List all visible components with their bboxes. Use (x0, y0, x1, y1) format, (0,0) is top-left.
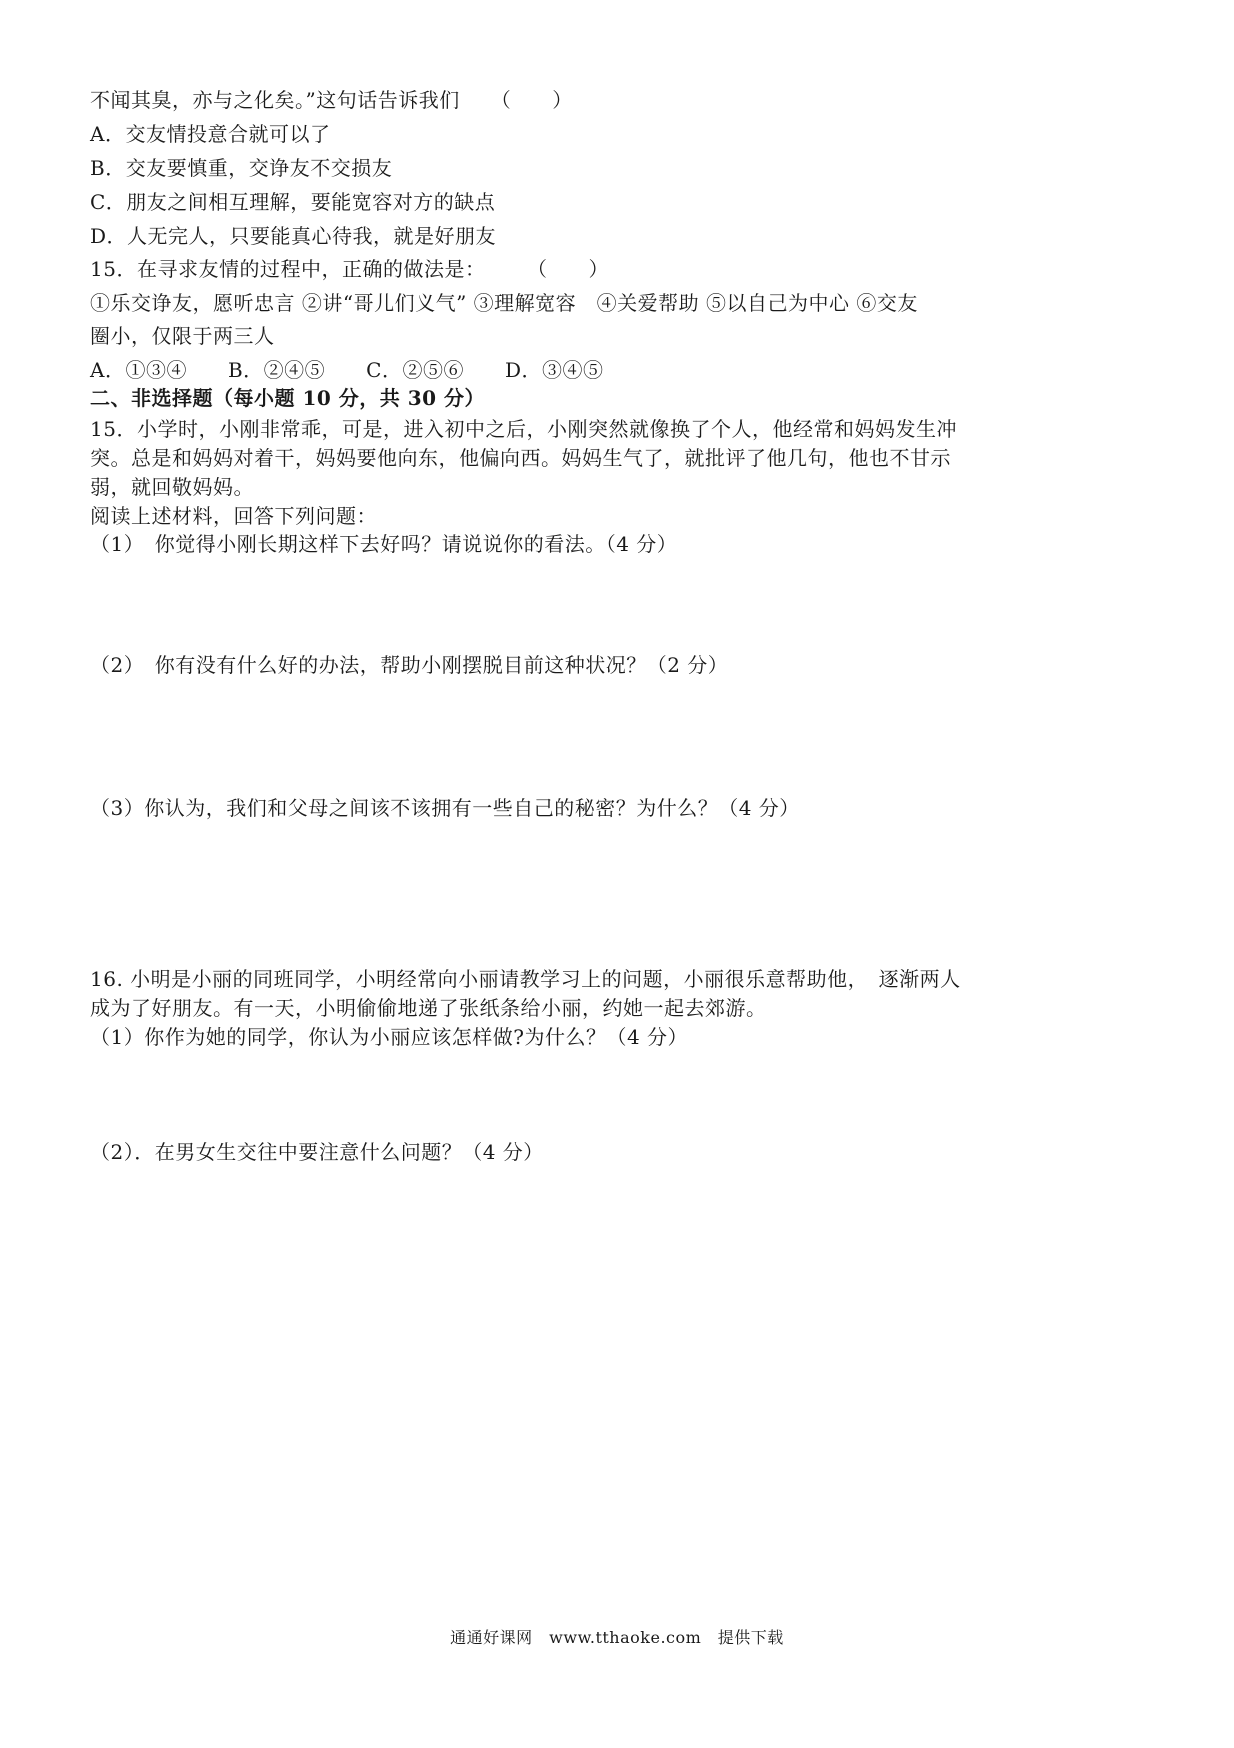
q16-passage-line-1: 16. 小明是小丽的同班同学，小明经常向小丽请教学习上的问题，小丽很乐意帮助他， 逐渐两人 (90, 967, 961, 991)
q14-option-d: D．人无完人，只要能真心待我，就是好朋友 (90, 224, 497, 248)
q16-sub-question-1: （1）你作为她的同学，你认为小丽应该怎样做?为什么？（4 分） (90, 1025, 689, 1049)
q16-passage-line-2: 成为了好朋友。有一天，小明偷偷地递了张纸条给小丽，约她一起去郊游。 (90, 996, 767, 1020)
q15-instruction: 阅读上述材料，回答下列问题： (90, 504, 377, 528)
q14-option-c: C．朋友之间相互理解，要能宽容对方的缺点 (90, 190, 496, 214)
q15-passage-line-1: 15．小学时，小刚非常乖，可是，进入初中之后，小刚突然就像换了个人，他经常和妈妈发生冲 (90, 417, 957, 441)
q15-options: A．①③④ B．②④⑤ C．②⑤⑥ D．③④⑤ (90, 358, 604, 382)
q15-passage-line-2: 突。总是和妈妈对着干，妈妈要他向东，他偏向西。妈妈生气了，就批评了他几句，他也不甘示 (90, 446, 951, 470)
q15-passage-line-3: 弱，就回敬妈妈。 (90, 475, 254, 499)
q15-stem: 15．在寻求友情的过程中，正确的做法是： （ ） (90, 257, 609, 281)
q14-option-a: A．交友情投意合就可以了 (90, 122, 331, 146)
q15-sub-question-1: （1） 你觉得小刚长期这样下去好吗？请说说你的看法。（4 分） (90, 532, 678, 556)
q15-items-line-2: 圈小，仅限于两三人 (90, 324, 275, 348)
q14-option-b: B．交友要慎重，交诤友不交损友 (90, 156, 393, 180)
q15-sub-question-3: （3）你认为，我们和父母之间该不该拥有一些自己的秘密？为什么？（4 分） (90, 796, 800, 820)
section-heading: 二、非选择题（每小题 10 分，共 30 分） (90, 386, 486, 410)
q15-items-line-1: ①乐交诤友，愿听忠言 ②讲“哥儿们义气” ③理解宽容 ④关爱帮助 ⑤以自己为中心 ⑥交友 (90, 291, 918, 315)
footer-download-note: 通通好课网 www.tthaoke.com 提供下载 (450, 1628, 784, 1647)
q15-sub-question-2: （2） 你有没有什么好的办法，帮助小刚摆脱目前这种状况？（2 分） (90, 653, 729, 677)
q16-sub-question-2: （2）．在男女生交往中要注意什么问题？（4 分） (90, 1140, 544, 1164)
q14-stem-tail: 不闻其臭，亦与之化矣。”这句话告诉我们 （ ） (90, 88, 573, 112)
